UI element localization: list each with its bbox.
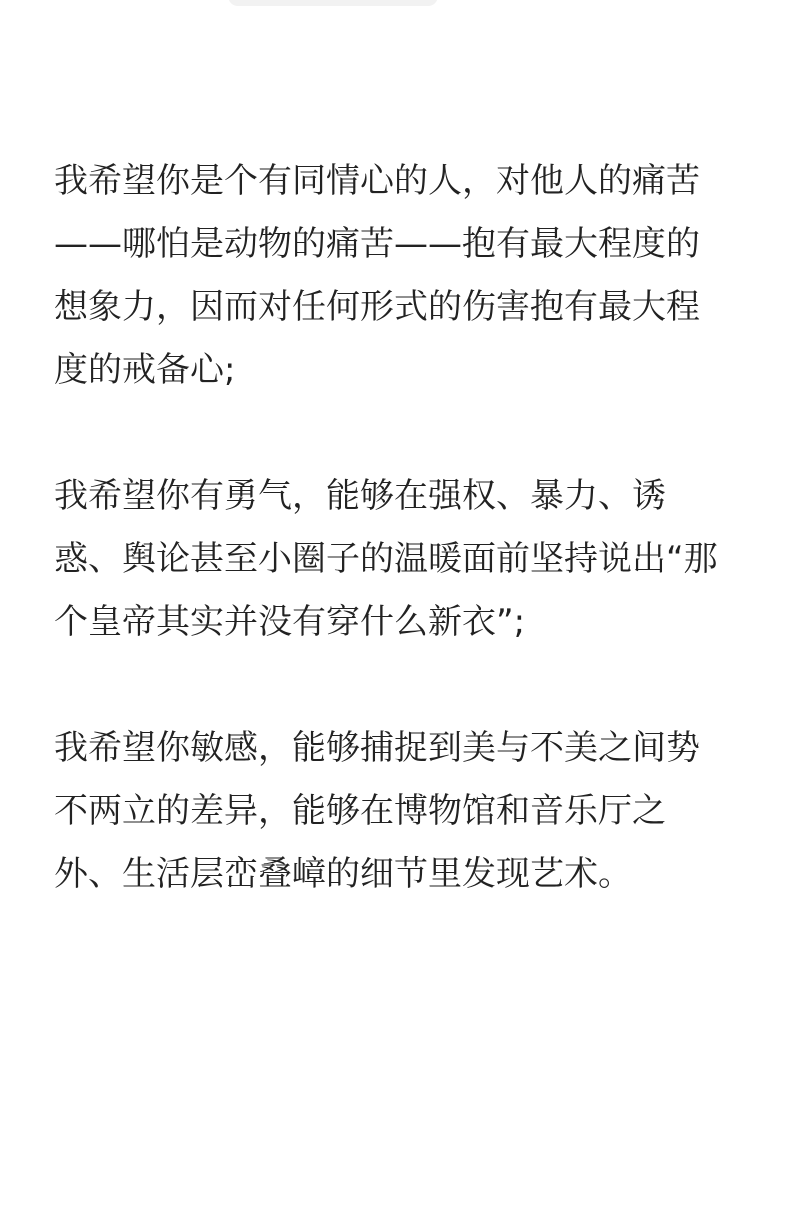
text-line: 个皇帝其实并没有穿什么新衣”; xyxy=(54,602,526,642)
text-line: ——哪怕是动物的痛苦——抱有最大程度的 xyxy=(54,224,700,264)
top-handle-bar xyxy=(228,0,438,6)
text-line: 我希望你有勇气，能够在强权、暴力、诱 xyxy=(54,476,666,516)
paragraph-courage xyxy=(54,465,754,654)
text-line: 不两立的差异，能够在博物馆和音乐厅之 xyxy=(54,791,666,831)
paragraph-compassion xyxy=(54,150,754,402)
text-line: 度的戒备心; xyxy=(54,350,236,390)
text-line: 外、生活层峦叠嶂的细节里发现艺术。 xyxy=(54,854,632,894)
paragraph-sensitivity xyxy=(54,717,754,906)
text-line: 我希望你敏感，能够捕捉到美与不美之间势 xyxy=(54,728,700,768)
text-line: 惑、舆论甚至小圈子的温暖面前坚持说出“那 xyxy=(54,539,718,579)
article-body xyxy=(54,150,754,969)
text-line: 想象力，因而对任何形式的伤害抱有最大程 xyxy=(54,287,700,327)
text-line: 我希望你是个有同情心的人，对他人的痛苦 xyxy=(54,161,700,201)
